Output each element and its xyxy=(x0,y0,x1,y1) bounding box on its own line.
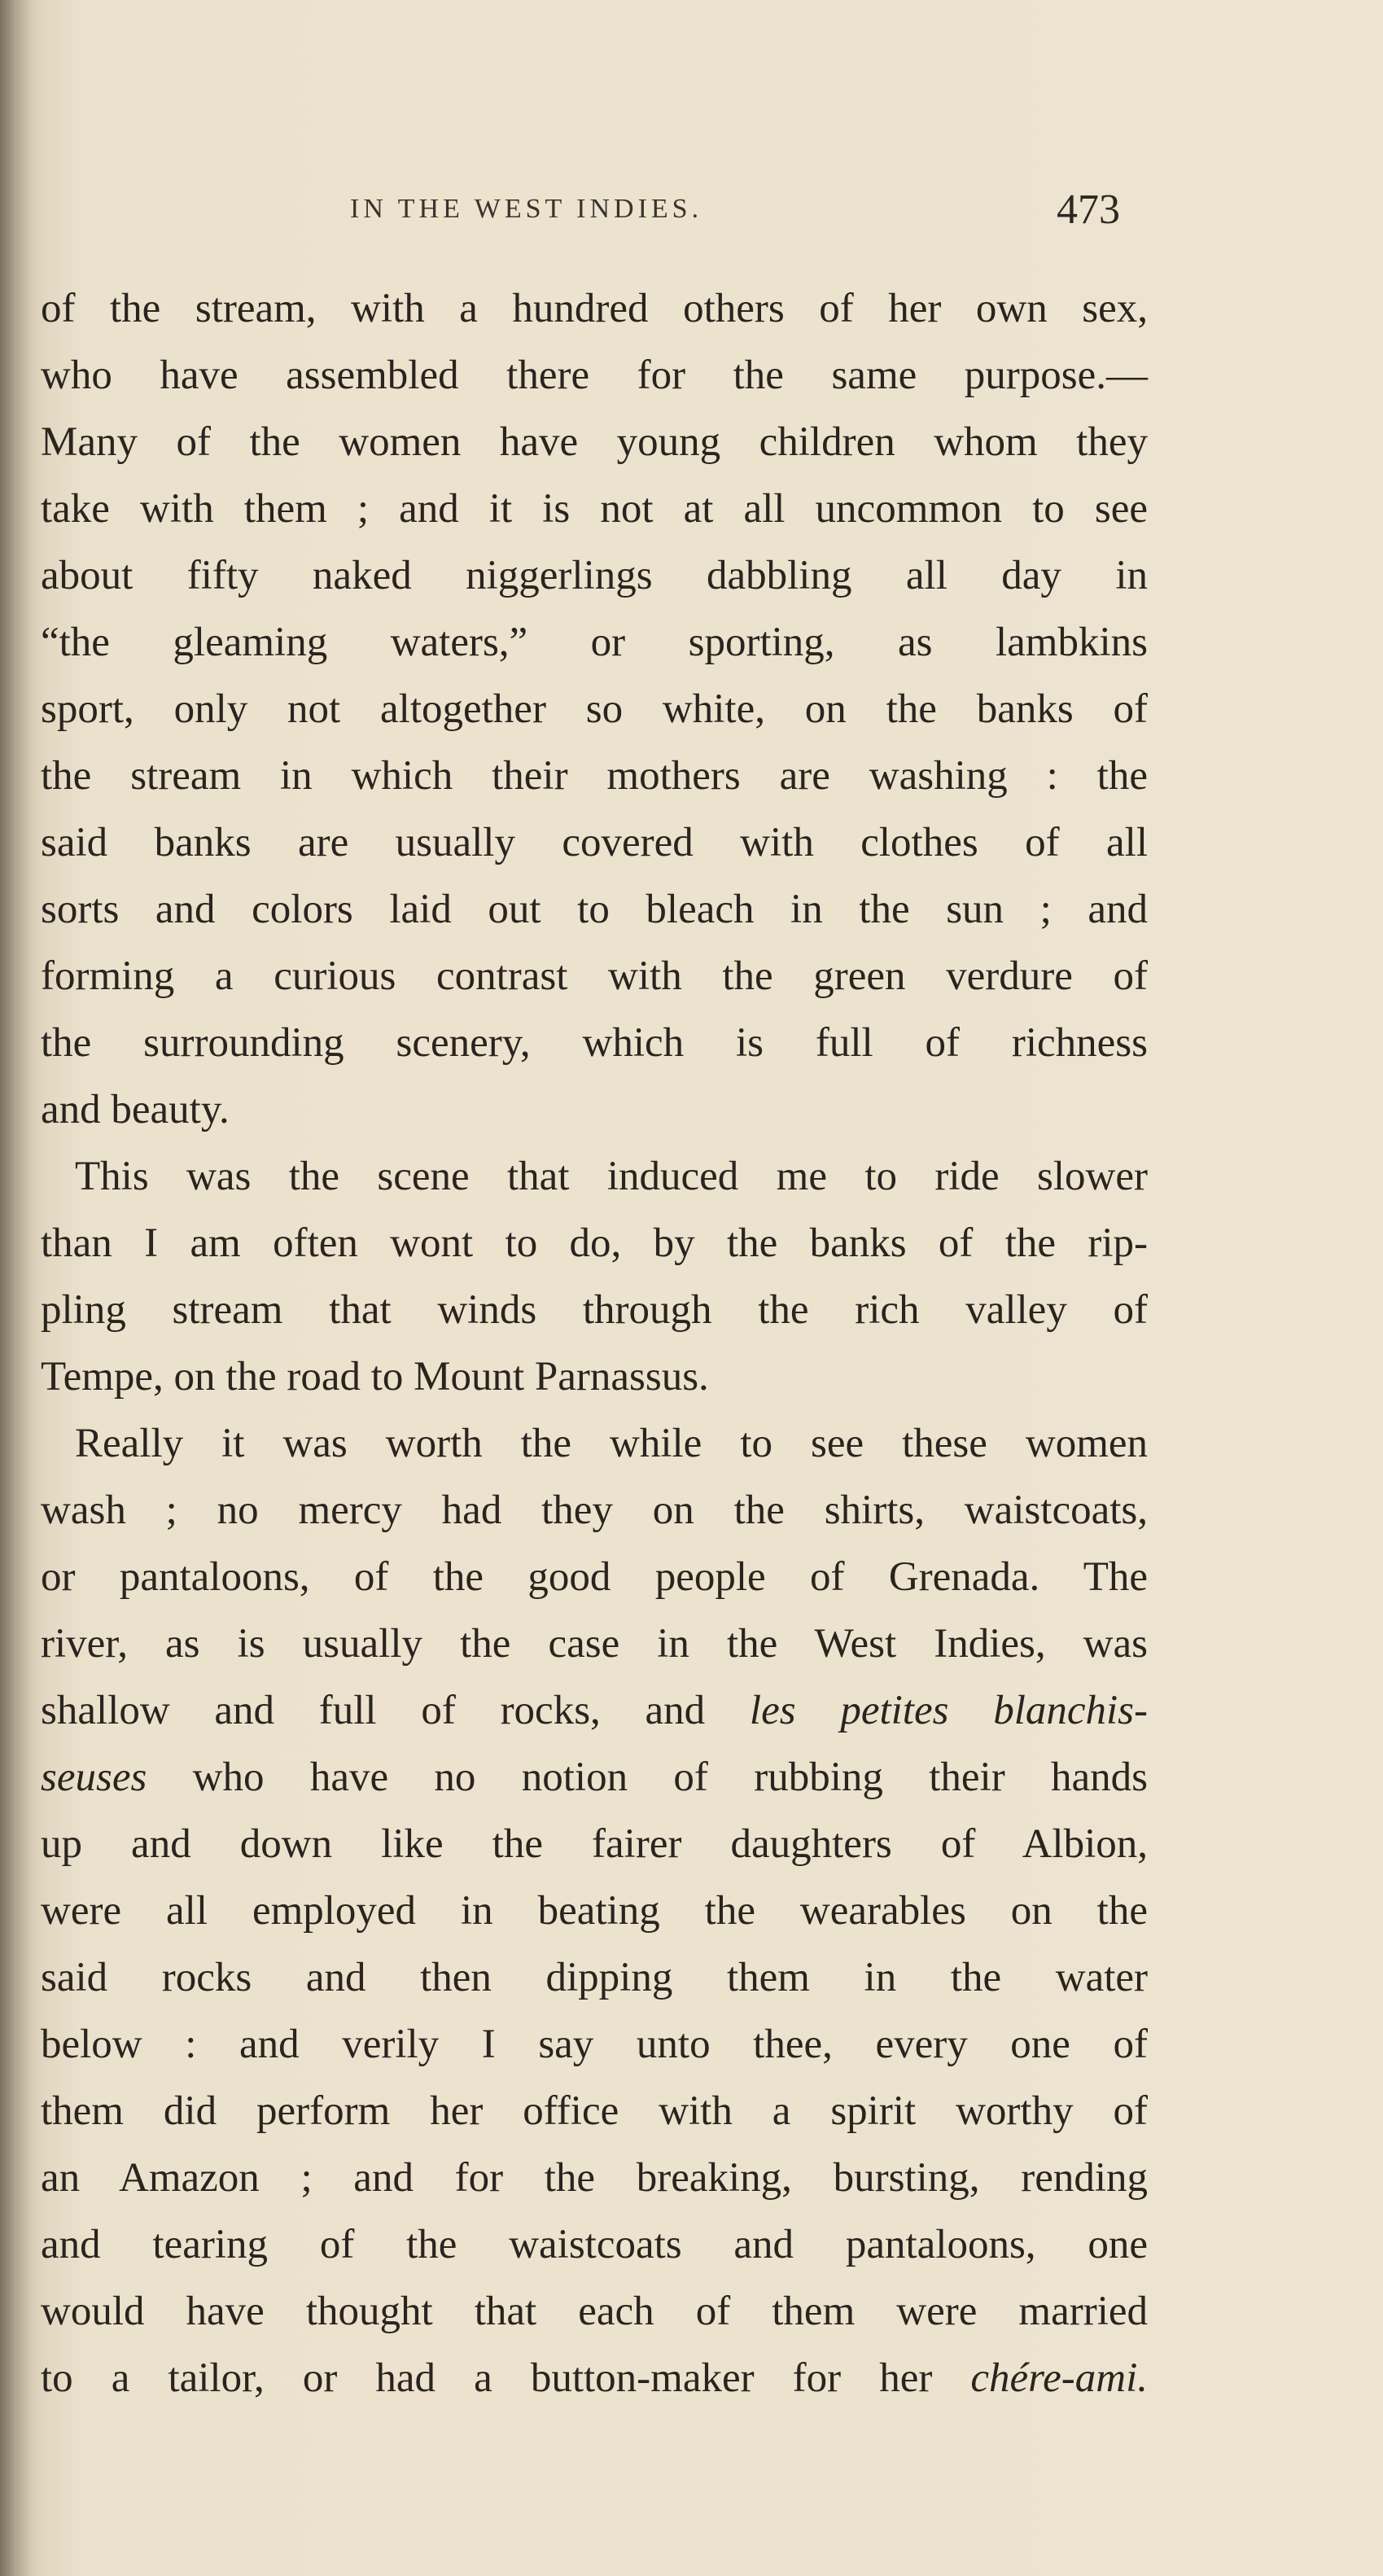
italic-phrase: seuses xyxy=(41,1755,147,1800)
text-line: said banks are usually covered with clothes of all xyxy=(41,820,1148,865)
text-line: or pantaloons, of the good people of Grenada. The xyxy=(41,1554,1148,1600)
text-line: wash ; no mercy had they on the shirts, waistcoats, xyxy=(41,1487,1148,1533)
text-line: Really it was worth the while to see these women xyxy=(75,1421,1148,1466)
page-number: 473 xyxy=(1057,186,1120,233)
text-line xyxy=(41,1744,1148,1811)
running-title: IN THE WEST INDIES. xyxy=(350,194,703,224)
text-line: sorts and colors laid out to bleach in the sun ; and xyxy=(41,887,1148,932)
text-segment: shallow and full of rocks, and xyxy=(41,1688,706,1733)
text-line: an Amazon ; and for the breaking, bursting, rending xyxy=(41,2155,1148,2201)
text-line: forming a curious contrast with the green verdure of xyxy=(41,953,1148,999)
binding-shadow xyxy=(0,0,33,2576)
text-line: pling stream that winds through the rich valley of xyxy=(41,1287,1148,1333)
text-line: below : and verily I say unto thee, every one of xyxy=(41,2022,1148,2067)
running-head xyxy=(0,186,1383,234)
italic-phrase: chére-ami. xyxy=(970,2355,1149,2401)
text-line: of the stream, with a hundred others of her own sex, xyxy=(41,286,1148,331)
text-line: “the gleaming waters,” or sporting, as lambkins xyxy=(41,620,1148,665)
text-line: who have assembled there for the same purpose.— xyxy=(41,353,1148,398)
text-segment: to a tailor, or had a button-maker for her xyxy=(41,2355,933,2401)
italic-phrase: les petites blanchis- xyxy=(749,1688,1148,1733)
text-line: river, as is usually the case in the West Indies, was xyxy=(41,1621,1148,1667)
text-line xyxy=(41,2345,1148,2412)
text-segment: who have no notion of rubbing their hands xyxy=(192,1755,1149,1800)
text-line: would have thought that each of them were married xyxy=(41,2289,1148,2334)
text-line: Many of the women have young children whom they xyxy=(41,419,1148,465)
text-line: than I am often wont to do, by the banks of the rip- xyxy=(41,1220,1148,1266)
text-line: and tearing of the waistcoats and pantaloons, one xyxy=(41,2222,1148,2267)
text-line: up and down like the fairer daughters of Albion, xyxy=(41,1821,1148,1867)
text-line xyxy=(41,1677,1148,1744)
text-line: the surrounding scenery, which is full of richness xyxy=(41,1020,1148,1066)
text-line: take with them ; and it is not at all uncommon to see xyxy=(41,486,1148,532)
text-line: the stream in which their mothers are washing : the xyxy=(41,753,1148,799)
text-line: This was the scene that induced me to ride slower xyxy=(75,1154,1148,1199)
text-line: sport, only not altogether so white, on the banks of xyxy=(41,686,1148,732)
text-line: them did perform her office with a spirit worthy of xyxy=(41,2088,1148,2134)
text-line: Tempe, on the road to Mount Parnassus. xyxy=(41,1354,709,1400)
text-line: about fifty naked niggerlings dabbling all day in xyxy=(41,553,1148,598)
text-line: said rocks and then dipping them in the water xyxy=(41,1955,1148,2000)
text-line: were all employed in beating the wearables on the xyxy=(41,1888,1148,1934)
text-line: and beauty. xyxy=(41,1087,230,1132)
